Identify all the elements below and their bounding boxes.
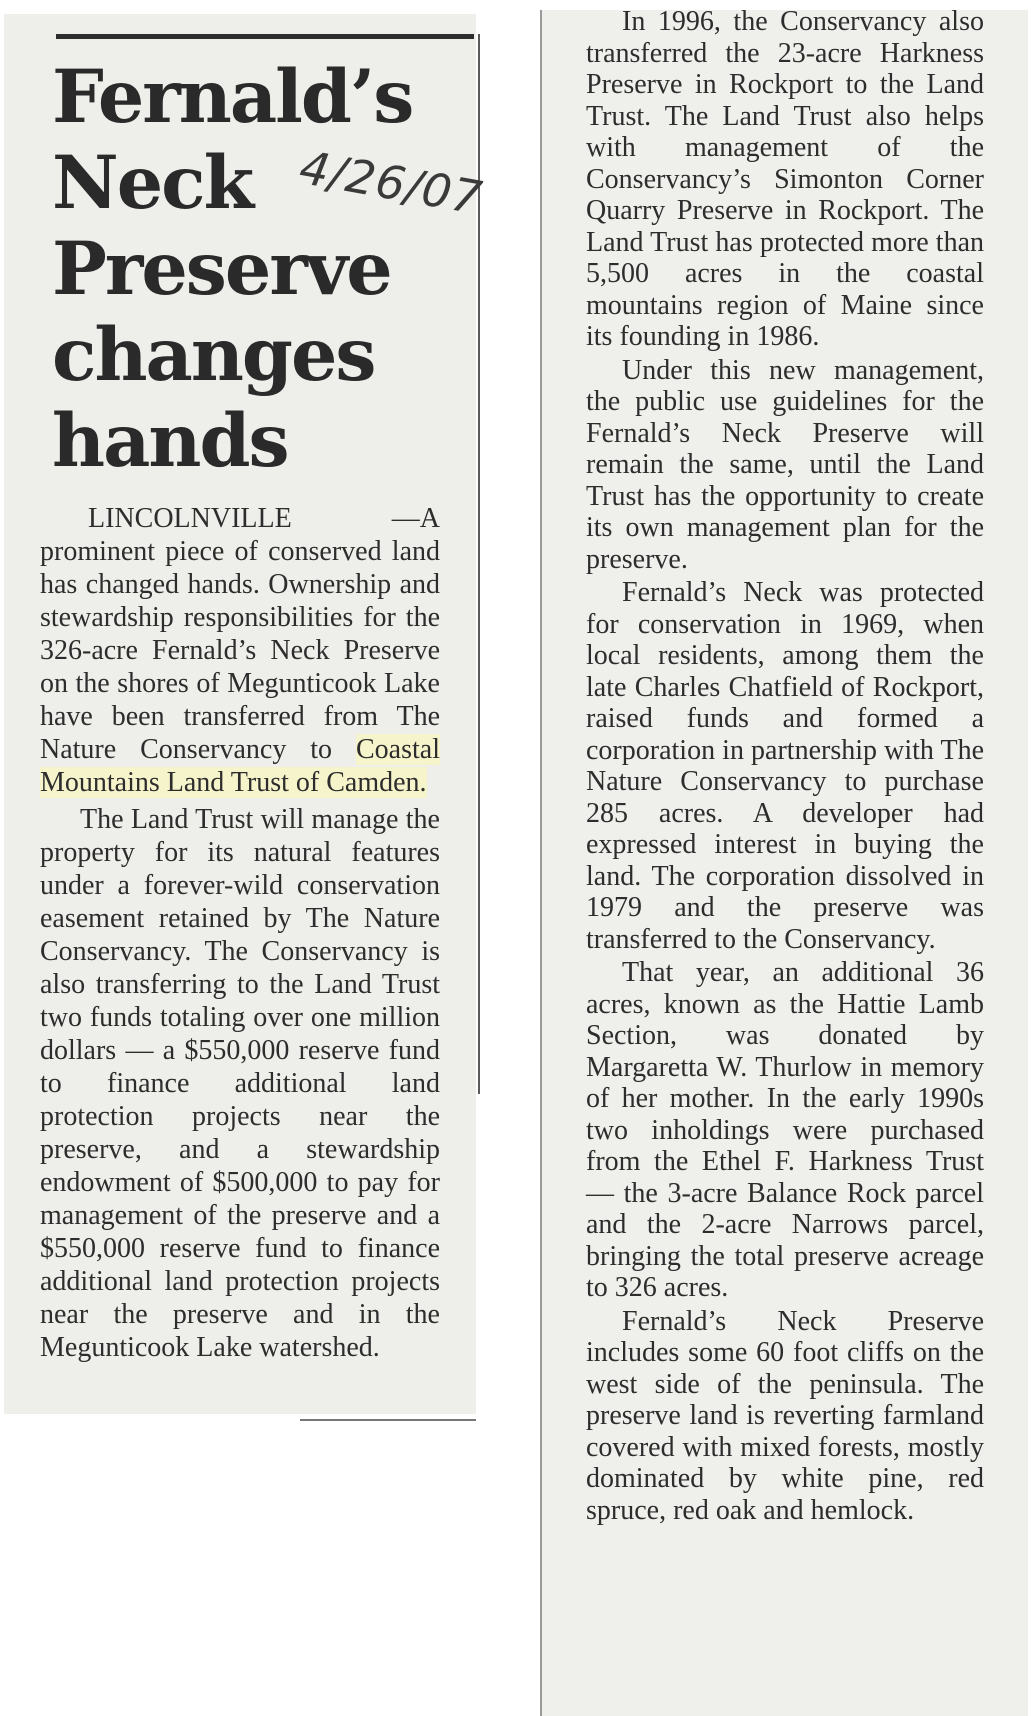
- article-paragraph: Fernald’s Neck Preserve includes some 60 foot cliffs on the west side of the peninsula. The preserve land is reverting farmland covered with mixed forests, mostly dominated by white pine, red spruce, red oak and hemlock.: [586, 1305, 984, 1526]
- paragraph-text: prominent piece of conserved land has changed hands. Ownership and stewardship responsibilities for the 326-acre Fernald’s Neck Preserve on the shores of Megunticook Lake have been transferred from The Nature Conservancy to: [40, 536, 440, 765]
- article-paragraph: Under this new management, the public use guidelines for the Fernald’s Neck Preserve will remain the same, until the Land Trust has the opportunity to create its own management plan for the preserve.: [586, 354, 984, 575]
- highlighted-text: Coastal Mountains Land Trust of Camden.: [40, 734, 440, 798]
- article-left-column: [40, 502, 440, 1368]
- headline-top-rule: [56, 34, 474, 39]
- article-paragraph: Fernald’s Neck was protected for conservation in 1969, when local residents, among them the late Charles Chatfield of Rockport, raised funds and formed a corporation in partnership with The Nature Conservancy to purchase 285 acres. A developer had expressed interest in buying the land. The corporation dissolved in 1979 and the preserve was transferred to the Conservancy.: [586, 577, 984, 955]
- article-paragraph: [40, 502, 440, 799]
- article-headline: Fernald’s Neck Preserve changes hands: [52, 54, 413, 484]
- dateline: LINCOLNVILLE —A: [88, 503, 440, 534]
- article-paragraph: In 1996, the Conservancy also transferred the 23-acre Harkness Preserve in Rockport to the Land Trust. The Land Trust also helps with management of the Conservancy’s Simonton Corner Quarry Preserve in Rockport. The Land Trust has protected more than 5,500 acres in the coastal mountains region of Maine since its founding in 1986.: [586, 6, 984, 352]
- clipping-edge: [540, 10, 542, 1716]
- article-paragraph: That year, an additional 36 acres, known as the Hattie Lamb Section, was donated by Margaretta W. Thurlow in memory of her mother. In the early 1990s two inholdings were purchased from the Ethel F. Harkness Trust — the 3-acre Balance Rock parcel and the 2-acre Narrows parcel, bringing the total preserve acreage to 326 acres.: [586, 957, 984, 1303]
- handwritten-date: 4/26/07: [295, 140, 487, 226]
- article-paragraph: The Land Trust will manage the property for its natural features under a forever-wild conservation easement retained by The Nature Conservancy. The Conservancy is also transferring to the Land Trust two funds totaling over one million dollars — a $550,000 reserve fund to finance additional land protection projects near the preserve, and a stewardship endowment of $500,000 to pay for management of the preserve and a $550,000 reserve fund to finance additional land protection projects near the preserve and in the Megunticook Lake watershed.: [40, 804, 440, 1363]
- article-right-column: [586, 6, 984, 1528]
- column-end-rule: [300, 1419, 476, 1421]
